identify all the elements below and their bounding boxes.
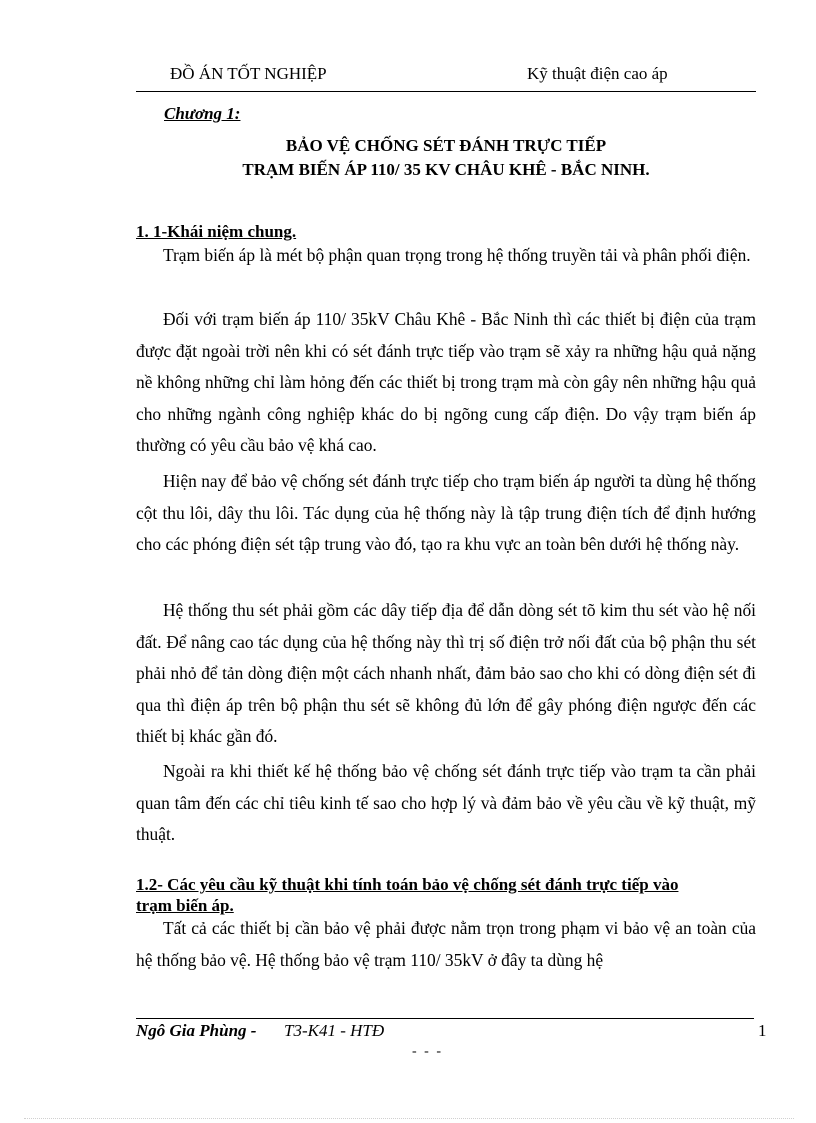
chapter-label: Chương 1: [164,104,241,123]
chapter-title-line-2: TRẠM BIẾN ÁP 110/ 35 KV CHÂU KHÊ - BẮC NINH. [242,160,650,179]
paragraph: Hiện nay để bảo vệ chống sét đánh trực tiếp cho trạm biến áp người ta dùng hệ thống cột thu lôi, dây thu lôi. Tác dụng của hệ thống này là tập trung điện tích để định hướng cho các phóng điện sét tập trung vào đó, tạo ra khu vực an toàn bên dưới hệ thống này. [136,471,756,554]
paragraph: Tất cả các thiết bị cần bảo vệ phải được nằm trọn trong phạm vi bảo vệ an toàn của hệ thống bảo vệ. Hệ thống bảo vệ trạm 110/ 35kV ở đây ta dùng hệ [136,918,756,970]
chapter-title-line-1: BẢO VỆ CHỐNG SÉT ĐÁNH TRỰC TIẾP [285,136,607,155]
section-heading-1-2-continued: trạm biến áp. [136,896,234,915]
page-edge-divider [24,1118,794,1119]
section-heading-1-2: 1.2- Các yêu cầu kỹ thuật khi tính toán bảo vệ chống sét đánh trực tiếp vào [136,875,679,894]
footer-class: T3-K41 - HTĐ [284,1021,385,1040]
header-divider [136,91,756,92]
paragraph: Đối với trạm biến áp 110/ 35kV Châu Khê - Bắc Ninh thì các thiết bị điện của trạm được đặt ngoài trời nên khi có sét đánh trực tiếp vào trạm sẽ xảy ra những hậu quả nặng nề không những chỉ làm hỏng đến các thiết bị trong trạm mà còn gây nên những hậu quả cho những ngành công nghiệp khác do bị ngõng cung cấp điện. Do vậy trạm biến áp thường có yêu cầu bảo vệ khá cao. [136,309,756,455]
page-number: 1 [758,1021,767,1040]
section-heading-1-1: 1. 1-Khái niệm chung. [136,222,297,241]
footer-divider [136,1018,754,1019]
header-project-title: ĐỒ ÁN TỐT NGHIỆP [170,64,327,83]
header-subject: Kỹ thuật điện cao áp [527,64,668,83]
paragraph: Ngoài ra khi thiết kế hệ thống bảo vệ chống sét đánh trực tiếp vào trạm ta cần phải quan tâm đến các chỉ tiêu kinh tế sao cho hợp lý và đảm bảo về yêu cầu về kỹ thuật, mỹ thuật. [136,761,756,844]
paragraph: Hệ thống thu sét phải gồm các dây tiếp địa để dẫn dòng sét tõ kim thu sét vào hệ nối đất. Để nâng cao tác dụng của hệ thống này thì trị số điện trở nối đất của bộ phận thu sét phải nhỏ để tản dòng điện một cách nhanh nhất, đảm bảo sao cho khi có dòng điện sét đi qua thì điện áp trên bộ phận thu sét sẽ không đủ lớn để gây phóng điện ngược đến các thiết bị khác gần đó. [136,600,756,746]
footer-author: Ngô Gia Phùng - [136,1021,257,1040]
footer-dashes: - - - [412,1044,443,1059]
paragraph: Trạm biến áp là mét bộ phận quan trọng trong hệ thống truyền tải và phân phối điện. [163,245,751,265]
